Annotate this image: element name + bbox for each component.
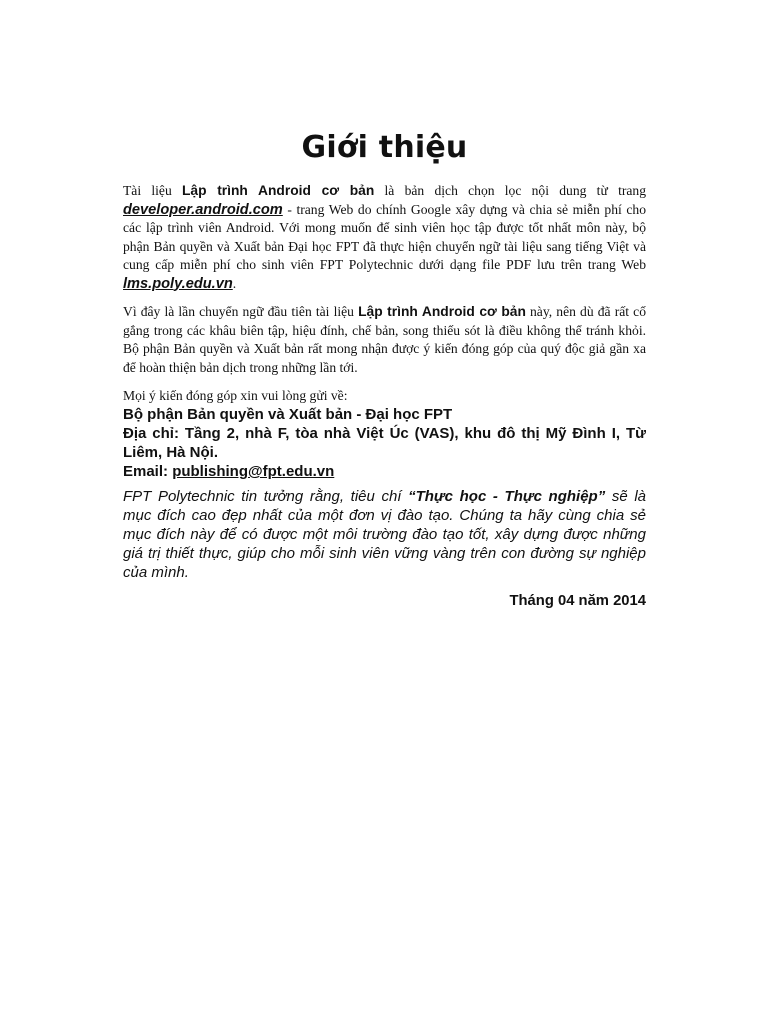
contact-block (123, 387, 646, 481)
email-label: Email: (123, 463, 173, 480)
para2-text-1: Vì đây là lần chuyển ngữ đầu tiên tài liệu (123, 304, 359, 319)
closing-text-1: FPT Polytechnic tin tưởng rằng, tiêu chí (123, 488, 409, 505)
closing-text-2: sẽ là mục đích cao đẹp nhất của một đơn vị đào tạo. Chúng ta hãy cùng chia sẻ mục đích này để có được một môi trường đào tạo tốt, xây dựng được những giá trị thiết thực, giúp cho mỗi sinh viên vững vàng trên con đường sự nghiệp của mình. (123, 488, 646, 581)
para1-text-3: - trang Web do chính Google xây dựng và chia sẻ miễn phí cho các lập trình viên Android. Với mong muốn để sinh viên học tập được tốt nhất môn này, bộ phận Bản quyền và Xuất bản Đại học FPT đã thực hiện chuyển ngữ tài liệu sang tiếng Việt và cung cấp miễn phí cho sinh viên FPT Polytechnic dưới dạng file PDF lưu trên trang Web (123, 201, 646, 272)
para1-text-4: . (232, 275, 237, 291)
email-link[interactable]: publishing@fpt.edu.vn (172, 463, 335, 480)
closing-paragraph (123, 487, 646, 582)
intro-paragraph-2 (123, 303, 646, 377)
publication-date: Tháng 04 năm 2014 (509, 593, 646, 609)
course-name: Lập trình Android cơ bản (182, 183, 375, 198)
motto: “Thực học - Thực nghiệp” (408, 488, 606, 505)
page-title: Giới thiệu (301, 130, 468, 165)
contact-department: Bộ phận Bản quyền và Xuất bản - Đại học FPT (123, 406, 453, 423)
contact-email-line (123, 462, 646, 481)
contact-address: Địa chỉ: Tầng 2, nhà F, tòa nhà Việt Úc (VAS), khu đô thị Mỹ Đình I, Từ Liêm, Hà Nội. (123, 425, 646, 461)
contact-intro: Mọi ý kiến đóng góp xin vui lòng gửi về: (123, 388, 348, 403)
para2-text-2: này, nên dù đã rất cố gắng trong các khâu biên tập, hiệu đính, chế bản, song thiếu sót là điều không thể tránh khỏi. Bộ phận Bản quyền và Xuất bản rất mong nhận được ý kiến đóng góp của quý độc giả gần xa để hoàn thiện bản dịch trong những lần tới. (123, 304, 646, 375)
para1-text-2: là bản dịch chọn lọc nội dung từ trang (374, 183, 647, 198)
intro-paragraph-1 (123, 182, 646, 293)
lms-link[interactable]: lms.poly.edu.vn (123, 275, 233, 292)
developer-android-link[interactable]: developer.android.com (123, 201, 283, 218)
course-name-2: Lập trình Android cơ bản (358, 304, 526, 319)
para1-text-1: Tài liệu (123, 183, 182, 198)
document-page (123, 128, 646, 611)
